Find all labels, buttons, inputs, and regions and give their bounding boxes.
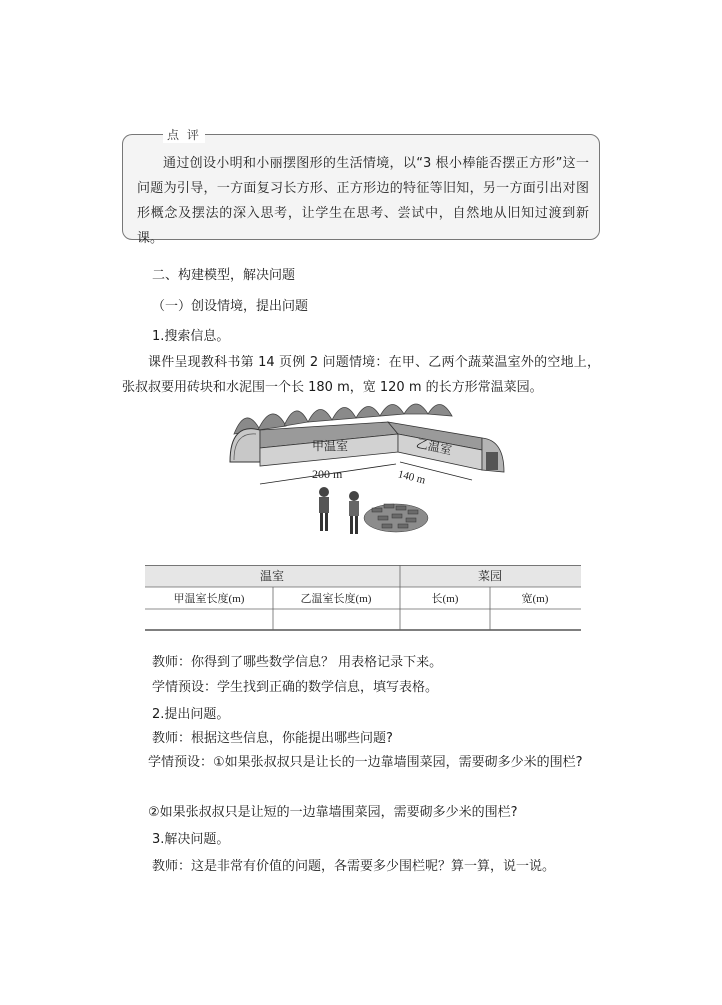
step-2-heading: 2.提出问题。 xyxy=(152,707,230,722)
table-header-yi: 乙温室长度(m) xyxy=(300,593,372,605)
person-right xyxy=(349,491,359,534)
teacher-question-2: 教师：根据这些信息，你能提出哪些问题? xyxy=(152,731,393,746)
table-header-jia: 甲温室长度(m) xyxy=(173,593,245,605)
comment-label: 点 评 xyxy=(163,126,205,143)
person-left xyxy=(319,487,329,531)
intro-paragraph: 课件呈现教科书第 14 页例 2 问题情境：在甲、乙两个蔬菜温室外的空地上，张叔叔要用砖块和水泥围一个长 180 m，宽 120 m 的长方形常温菜园。 xyxy=(122,355,600,395)
step-3-heading: 3.解决问题。 xyxy=(152,832,230,847)
info-table xyxy=(145,565,581,631)
dim-jia: 200 m xyxy=(312,467,343,481)
teacher-question-1: 教师：你得到了哪些数学信息？ 用表格记录下来。 xyxy=(152,655,443,670)
sub-heading: （一）创设情境，提出问题 xyxy=(152,299,309,314)
comment-text: 通过创设小明和小丽摆图形的生活情境，以“3 根小棒能否摆正方形”这一问题为引导，一方面复习长方形、正方形边的特征等旧知，另一方面引出对图形概念及摆法的深入思考，让学生在思考、尝试中，自然地从旧知过渡到新课。 xyxy=(137,156,589,246)
section-heading: 二、构建模型，解决问题 xyxy=(152,268,296,283)
dim-yi: 140 m xyxy=(396,468,427,487)
table-header-width: 宽(m) xyxy=(521,593,549,605)
label-yi: 乙温室 xyxy=(414,436,453,458)
brick-pile xyxy=(364,504,428,532)
table-group-greenhouse: 温室 xyxy=(259,569,285,583)
teacher-question-3: 教师：这是非常有价值的问题，各需要多少围栏呢？算一算，说一说。 xyxy=(152,859,556,874)
step-1-heading: 1.搜索信息。 xyxy=(152,329,230,344)
table-group-garden: 菜园 xyxy=(477,569,503,583)
student-response-2b: ②如果张叔叔只是让短的一边靠墙围菜园，需要砌多少米的围栏? xyxy=(148,805,518,820)
student-response-2: 学情预设：①如果张叔叔只是让长的一边靠墙围菜园，需要砌多少米的围栏? xyxy=(148,755,583,770)
table-header-length: 长(m) xyxy=(431,593,459,605)
student-response-1: 学情预设：学生找到正确的数学信息，填写表格。 xyxy=(152,680,439,695)
greenhouse-illustration xyxy=(220,400,520,550)
label-jia: 甲温室 xyxy=(312,439,349,453)
comment-box xyxy=(122,128,600,246)
